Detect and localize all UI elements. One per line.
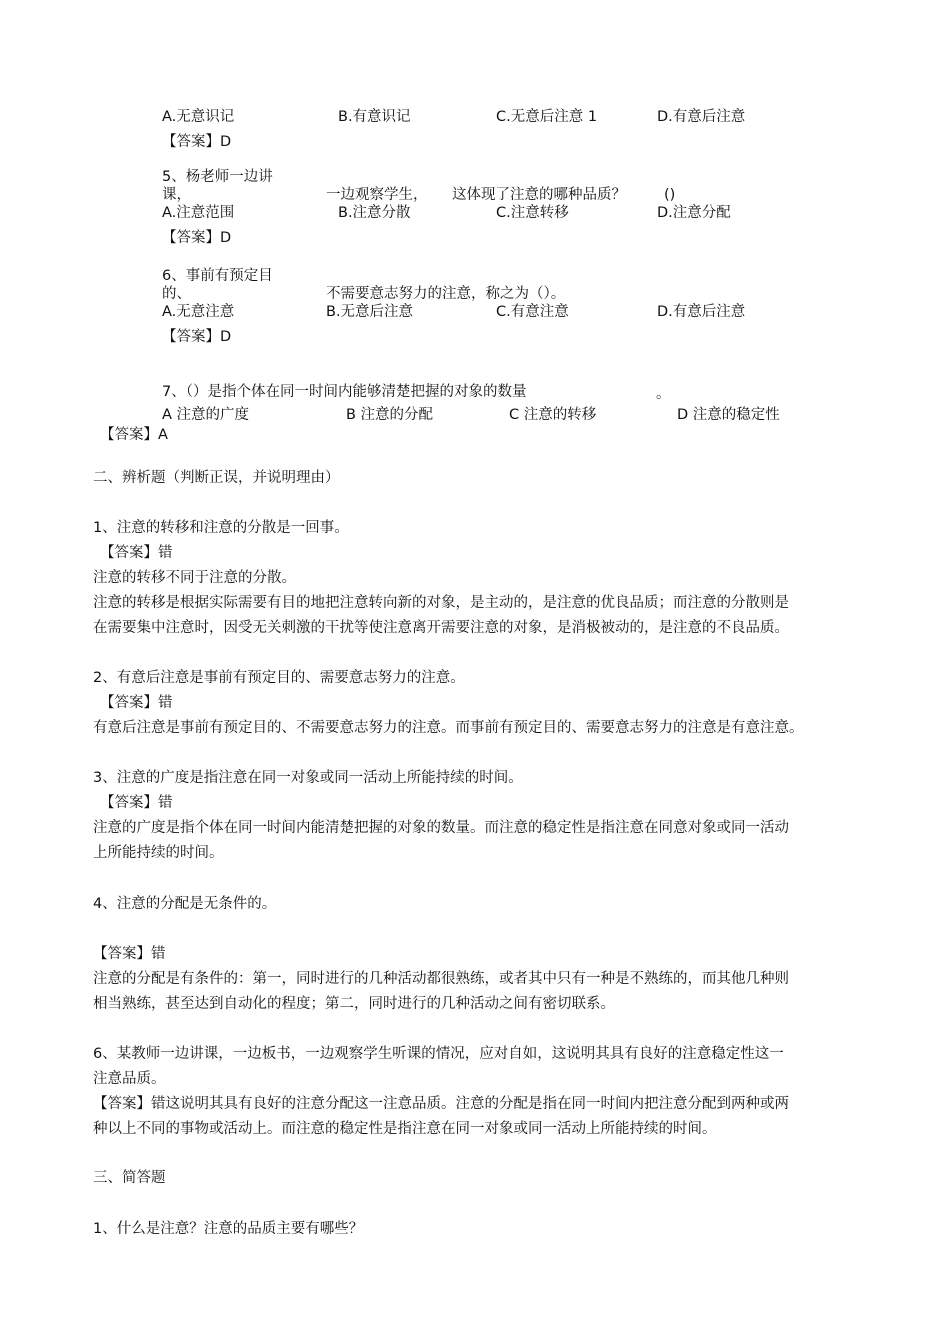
q5-stem-part4: 这体现了注意的哪种品质？ [452,187,626,203]
q4-option-c: C.无意后注意 1 [496,109,598,125]
s2-q3-explanation-line: 上所能持续的时间。 [93,845,224,861]
q6-option-c: C.有意注意 [496,304,569,320]
q6-answer: 【答案】D [162,329,232,345]
q4-answer: 【答案】D [162,134,232,150]
q5-stem-part2: 课， [162,187,191,203]
s2-q4-explanation-line: 相当熟练，甚至达到自动化的程度；第二，同时进行的几种活动之间有密切联系。 [93,996,615,1012]
q5-option-a: A.注意范围 [162,205,235,221]
s2-q6-text-line: 注意品质。 [93,1071,166,1087]
q7-stem: 7、（）是指个体在同一时间内能够清楚把握的对象的数量 [162,384,527,400]
q5-stem-part3: 一边观察学生， [326,187,428,203]
q6-stem-part1: 6、事前有预定目 [162,268,273,284]
q6-option-d: D.有意后注意 [657,304,746,320]
q6-option-a: A.无意注意 [162,304,235,320]
q5-option-c: C.注意转移 [496,205,569,221]
s2-q1-text: 1、注意的转移和注意的分散是一回事。 [93,520,349,536]
s2-q6-text-line: 6、某教师一边讲课，一边板书，一边观察学生听课的情况，应对自如，这说明其具有良好的注意稳定性这一 [93,1046,784,1062]
q5-stem-part1: 5、杨老师一边讲 [162,169,273,185]
s3-q1-text: 1、什么是注意？注意的品质主要有哪些？ [93,1221,364,1237]
s2-q6-answer-line: 【答案】错这说明其具有良好的注意分配这一注意品质。注意的分配是指在同一时间内把注意分配到两种或两 [93,1096,789,1112]
s2-q4-explanation-line: 注意的分配是有条件的：第一，同时进行的几种活动都很熟练，或者其中只有一种是不熟练的，而其他几种则 [93,971,789,987]
q7-answer: 【答案】A [100,427,168,443]
s2-q3-text: 3、注意的广度是指注意在同一对象或同一活动上所能持续的时间。 [93,770,523,786]
s2-q3-answer: 【答案】错 [100,795,173,811]
s2-q2-explanation-line: 有意后注意是事前有预定目的、不需要意志努力的注意。而事前有预定目的、需要意志努力的注意是有意注意。 [93,720,804,736]
q7-option-d: D 注意的稳定性 [677,407,780,423]
s2-q4-text: 4、注意的分配是无条件的。 [93,896,277,912]
q4-option-d: D.有意后注意 [657,109,746,125]
s2-q2-text: 2、有意后注意是事前有预定目的、需要意志努力的注意。 [93,670,465,686]
q7-option-c: C 注意的转移 [509,407,597,423]
q7-stem-end: 。 [656,386,671,402]
q6-stem-part3: 不需要意志努力的注意，称之为（）。 [326,286,566,302]
q4-option-a: A.无意识记 [162,109,235,125]
q5-option-d: D.注意分配 [657,205,731,221]
q4-option-b: B.有意识记 [338,109,411,125]
s2-q1-explanation-line: 在需要集中注意时，因受无关刺激的干扰等使注意离开需要注意的对象，是消极被动的，是注意的不良品质。 [93,620,789,636]
q7-option-a: A 注意的广度 [162,407,250,423]
q5-option-b: B.注意分散 [338,205,411,221]
section3-title: 三、简答题 [93,1170,166,1186]
q7-option-b: B 注意的分配 [346,407,434,423]
section2-title: 二、辨析题（判断正误，并说明理由） [93,470,340,486]
q5-answer: 【答案】D [162,230,232,246]
s2-q3-explanation-line: 注意的广度是指个体在同一时间内能清楚把握的对象的数量。而注意的稳定性是指注意在同意对象或同一活动 [93,820,789,836]
s2-q2-answer: 【答案】错 [100,695,173,711]
q6-stem-part2: 的、 [162,286,191,302]
q6-option-b: B.无意后注意 [326,304,414,320]
s2-q1-answer: 【答案】错 [100,545,173,561]
s2-q1-explanation-line: 注意的转移不同于注意的分散。 [93,570,296,586]
s2-q6-answer-line: 种以上不同的事物或活动上。而注意的稳定性是指注意在同一对象或同一活动上所能持续的时间。 [93,1121,717,1137]
s2-q1-explanation-line: 注意的转移是根据实际需要有目的地把注意转向新的对象，是主动的，是注意的优良品质；而注意的分散则是 [93,595,789,611]
s2-q4-answer: 【答案】错 [93,946,166,962]
q5-stem-part5: () [664,187,676,203]
